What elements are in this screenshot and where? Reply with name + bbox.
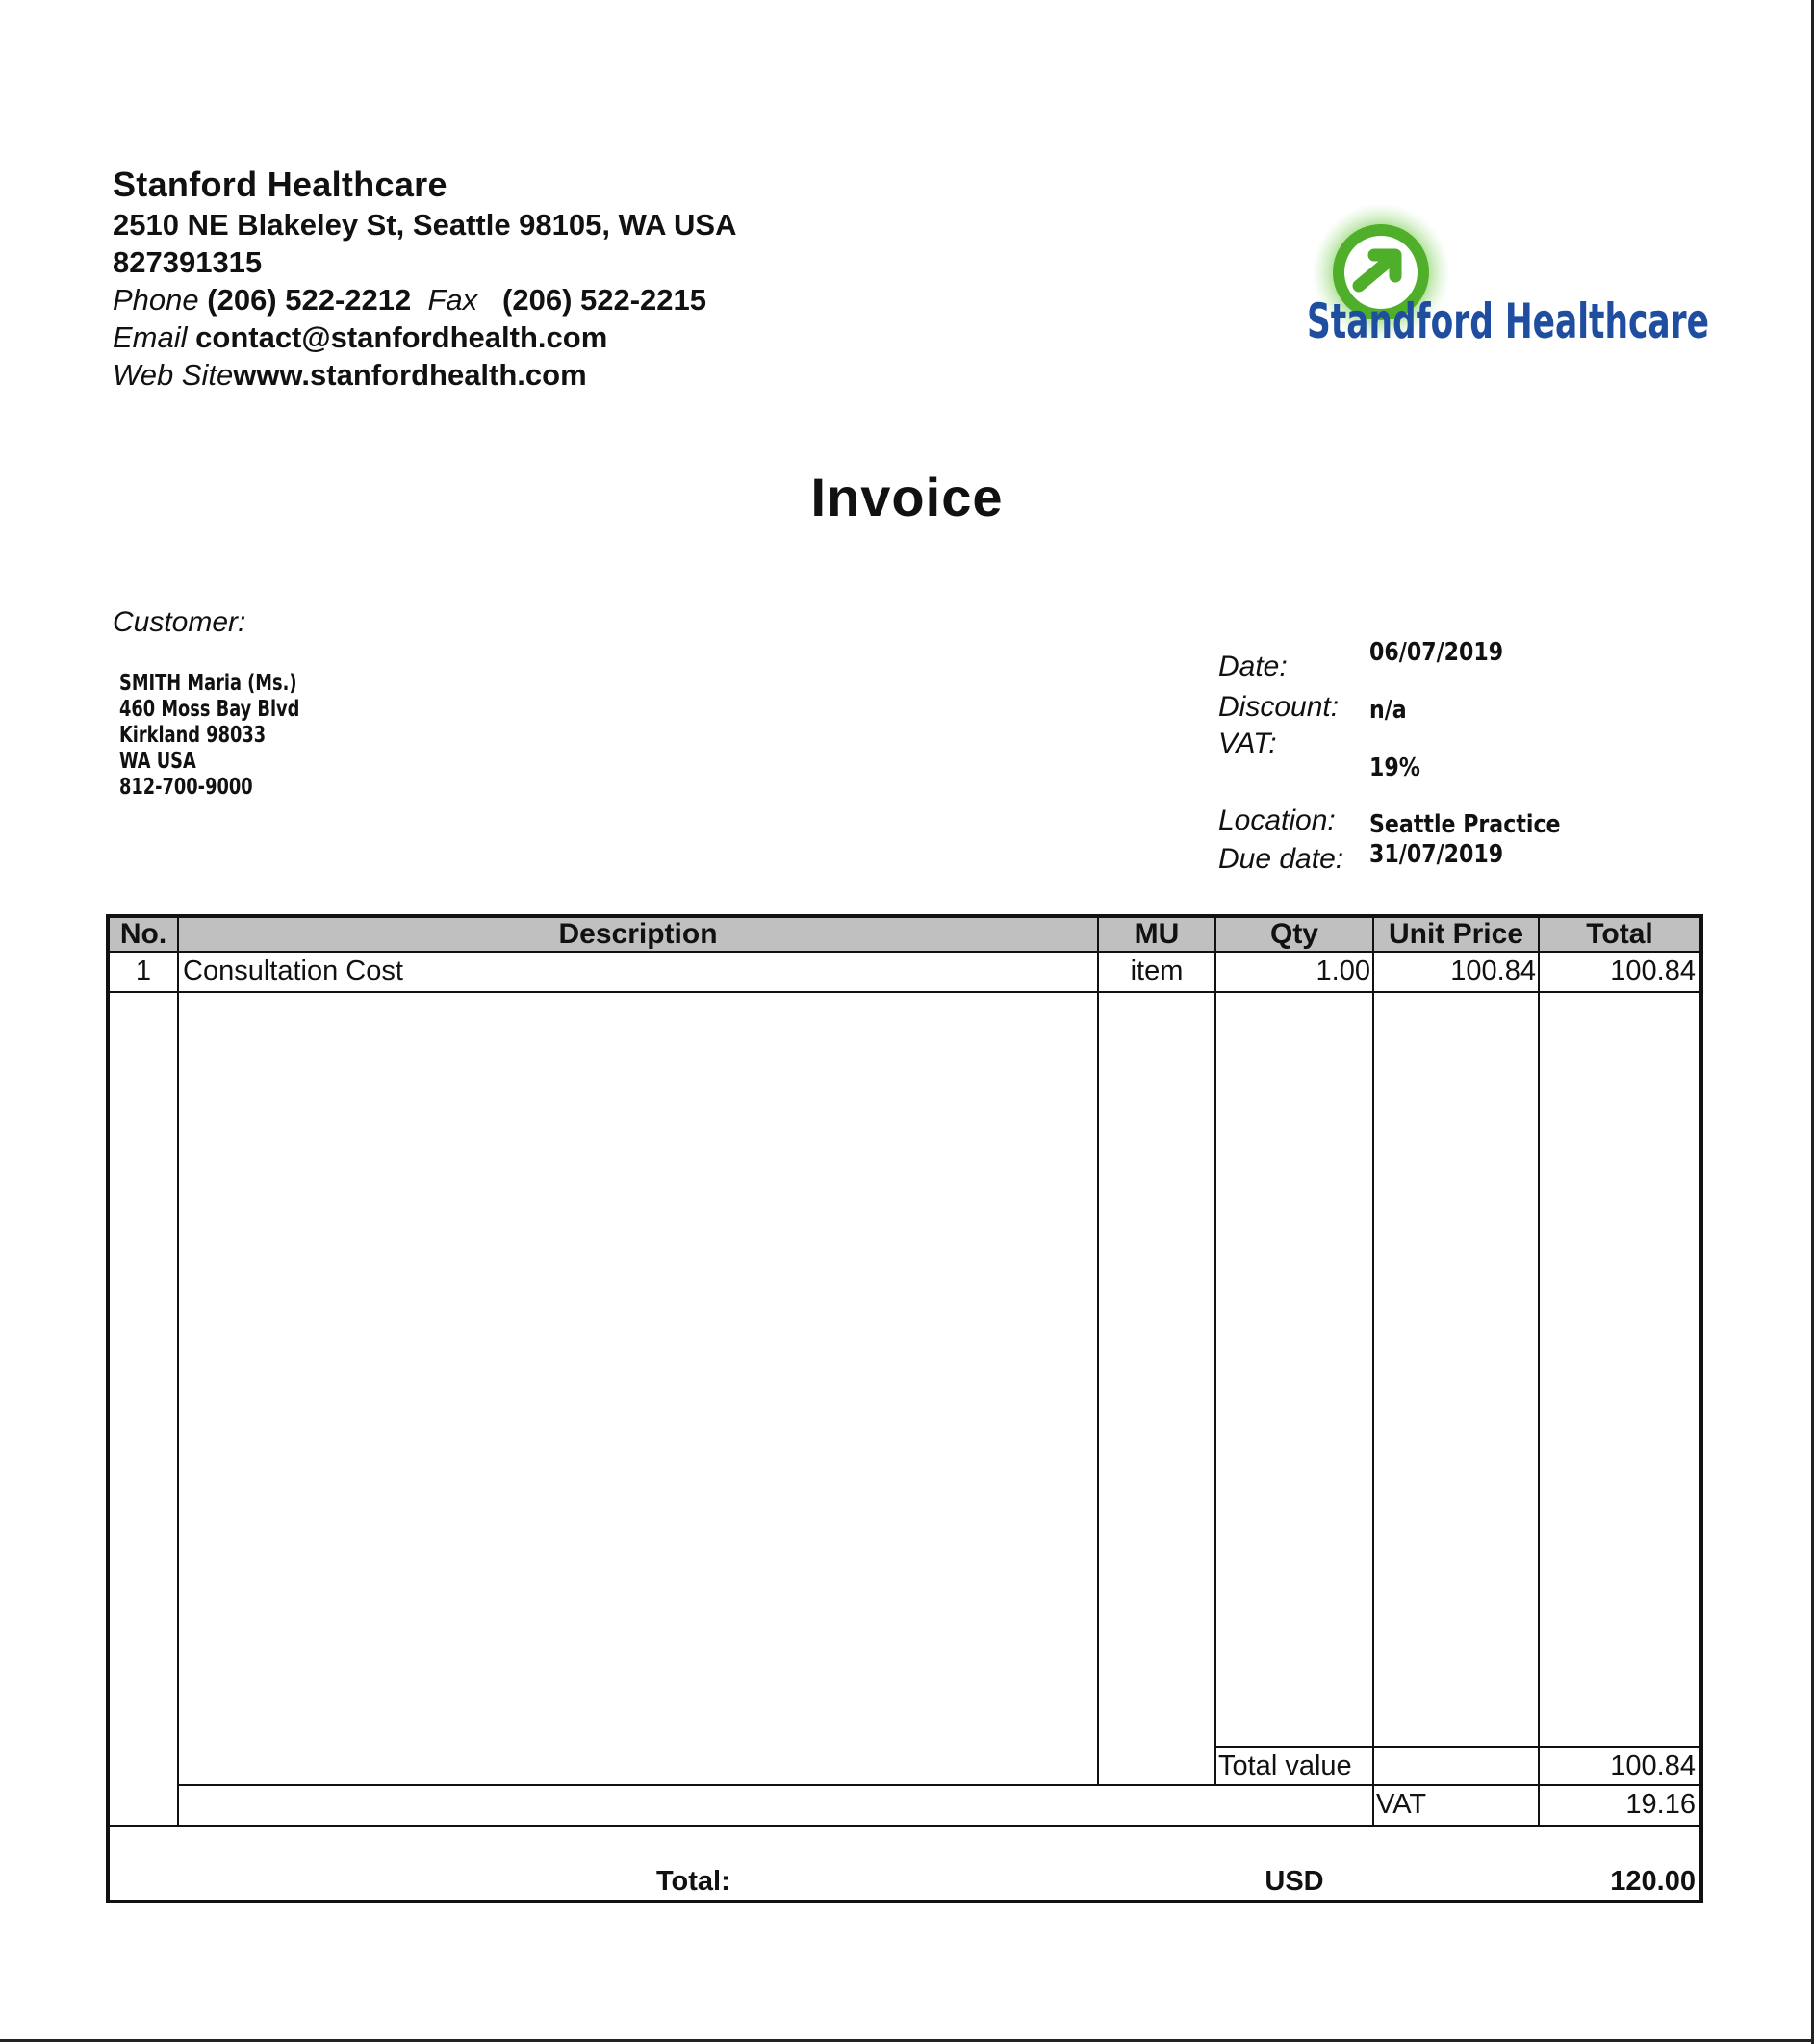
header-unit-price: Unit Price [1388, 918, 1524, 950]
header-no: No. [119, 918, 167, 950]
col-divider [1214, 918, 1216, 1786]
document-title-text: Invoice [810, 467, 1004, 527]
logo-graphic [1299, 197, 1713, 351]
header-mu: MU [1134, 918, 1180, 950]
row-divider [110, 991, 1699, 993]
col-divider [1097, 918, 1099, 1786]
total-value-amount: 100.84 [1610, 1750, 1696, 1781]
vat-row-amount: 19.16 [1625, 1789, 1696, 1820]
date-label: Date: [1218, 651, 1288, 682]
company-website [113, 356, 736, 394]
col-divider [177, 918, 179, 1827]
row-unit-price: 100.84 [1450, 956, 1536, 986]
col-divider [1372, 918, 1374, 1827]
location-value: Seattle Practice [1369, 810, 1561, 839]
row-no: 1 [135, 956, 152, 986]
logo-text: Standford Healthcare [1307, 294, 1709, 349]
row-mu: item [1130, 956, 1184, 986]
date-value: 06/07/2019 [1369, 638, 1504, 667]
totals-divider [110, 1825, 1699, 1827]
phone-value: (206) 522-2212 [207, 283, 412, 317]
page-bottom-border [0, 2039, 1814, 2042]
vat-label: VAT: [1218, 728, 1277, 759]
discount-value: n/a [1369, 696, 1407, 725]
vat-value: 19% [1369, 754, 1420, 782]
discount-label: Discount: [1218, 691, 1340, 723]
row-total: 100.84 [1610, 956, 1696, 986]
location-label: Location: [1218, 805, 1336, 836]
grand-total-currency: USD [1265, 1866, 1324, 1897]
row-qty: 1.00 [1316, 956, 1370, 986]
document-title [0, 466, 1814, 528]
customer-address-block [119, 671, 299, 801]
company-address: 2510 NE Blakeley St, Seattle 98105, WA USA [113, 208, 737, 242]
phone-label: Phone [113, 283, 199, 317]
customer-city: Kirkland 98033 [119, 723, 267, 748]
website-value: www.stanfordhealth.com [233, 358, 587, 392]
table-header [110, 918, 1699, 953]
invoice-table [106, 914, 1703, 1903]
customer-phone: 812-700-9000 [119, 775, 253, 800]
grand-total-amount: 120.00 [1610, 1866, 1696, 1897]
due-date-value: 31/07/2019 [1369, 840, 1504, 869]
fax-value: (206) 522-2215 [502, 283, 707, 317]
customer-label: Customer: [113, 606, 246, 638]
company-email [113, 319, 736, 356]
customer-region: WA USA [119, 749, 196, 774]
company-logo [1299, 197, 1713, 351]
email-label: Email [113, 320, 188, 354]
vat-row-label: VAT [1376, 1789, 1427, 1820]
row-divider [1214, 1746, 1699, 1748]
company-name: Stanford Healthcare [113, 165, 447, 204]
row-divider [177, 1784, 1699, 1786]
customer-name: SMITH Maria (Ms.) [119, 671, 297, 696]
col-divider [1538, 918, 1540, 1827]
header-total: Total [1586, 918, 1653, 950]
grand-total-label: Total: [656, 1866, 730, 1897]
website-label: Web Site [113, 358, 234, 392]
company-phone-fax [113, 281, 736, 319]
fax-label: Fax [427, 283, 478, 317]
header-description: Description [558, 918, 718, 950]
customer-street: 460 Moss Bay Blvd [119, 697, 300, 722]
company-id-number: 827391315 [113, 245, 263, 279]
total-value-label: Total value [1218, 1750, 1352, 1781]
row-description: Consultation Cost [183, 956, 403, 986]
header-qty: Qty [1269, 918, 1318, 950]
email-value: contact@stanfordhealth.com [195, 320, 608, 354]
company-info [113, 164, 736, 394]
due-date-label: Due date: [1218, 843, 1344, 875]
